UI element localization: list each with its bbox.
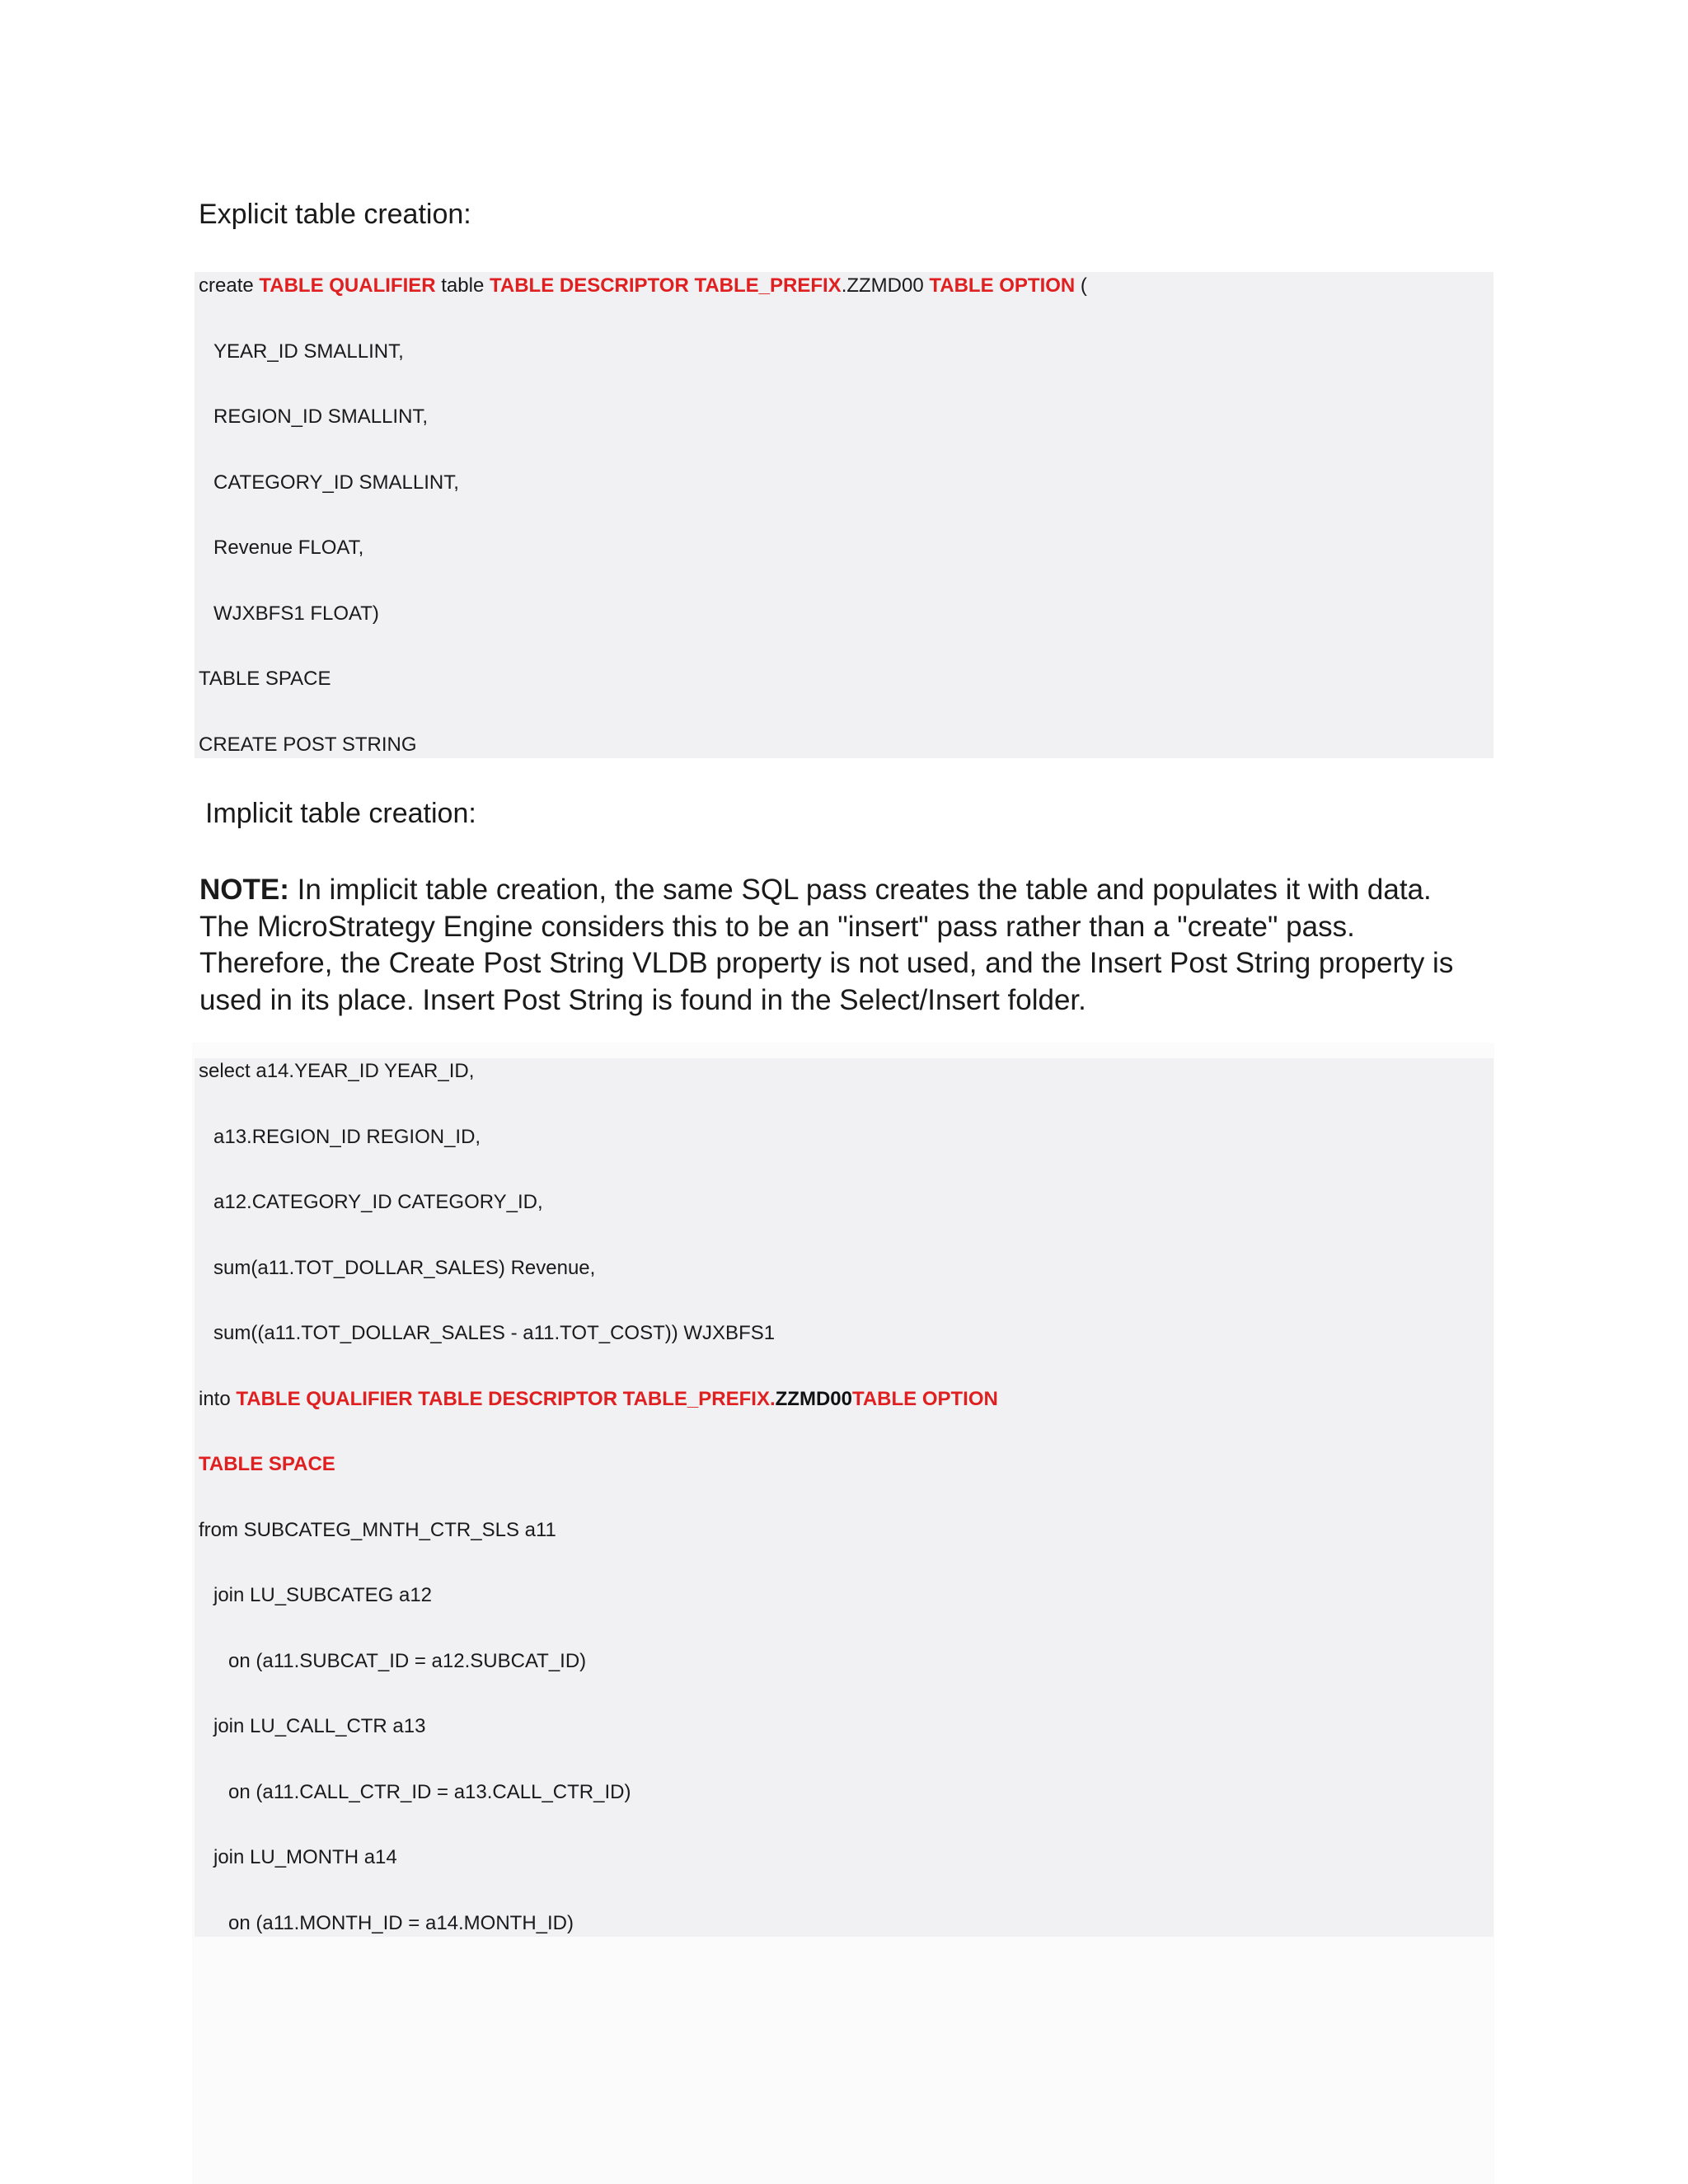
note-label: NOTE: (199, 874, 289, 906)
table-name-text: .ZZMD00 (841, 274, 930, 297)
implicit-heading: Implicit table creation: (205, 798, 476, 829)
implicit-code-block (195, 1058, 1493, 1937)
table-space-line: TABLE SPACE (199, 1453, 335, 1475)
from-line: from SUBCATEG_MNTH_CTR_SLS a11 (199, 1519, 556, 1541)
join-line: join LU_CALL_CTR a13 (213, 1715, 426, 1737)
explicit-code-block (195, 272, 1493, 758)
table-descriptor-placeholder: TABLE DESCRIPTOR TABLE_PREFIX (489, 274, 842, 297)
open-paren: ( (1075, 274, 1087, 297)
column-definition-line: REGION_ID SMALLINT, (213, 405, 429, 428)
select-column-line: sum(a11.TOT_DOLLAR_SALES) Revenue, (213, 1257, 596, 1279)
note-text: In implicit table creation, the same SQL pass creates the table and populates it with data. The MicroStrategy Engine considers this to be an "insert" pass rather than a "create" pass. Therefore, the Create Post String VLDB property is not used, and the Insert Post String property is used in its place. Insert Post String is found in the Select/Insert folder. (199, 874, 1454, 1016)
select-line: select a14.YEAR_ID YEAR_ID, (199, 1060, 475, 1082)
create-post-string-line: CREATE POST STRING (199, 733, 417, 756)
join-condition-line: on (a11.CALL_CTR_ID = a13.CALL_CTR_ID) (228, 1781, 631, 1803)
explicit-heading: Explicit table creation: (199, 199, 471, 230)
select-column-line: a13.REGION_ID REGION_ID, (213, 1126, 481, 1148)
table-space-line: TABLE SPACE (199, 668, 331, 690)
table-option-placeholder: TABLE OPTION (929, 274, 1076, 297)
table-qualifier-placeholder: TABLE QUALIFIER (259, 274, 436, 297)
implicit-note-paragraph (199, 872, 1469, 1019)
column-definition-line: Revenue FLOAT, (213, 537, 364, 559)
join-condition-line: on (a11.SUBCAT_ID = a12.SUBCAT_ID) (228, 1650, 587, 1672)
column-definition-line: WJXBFS1 FLOAT) (213, 602, 379, 625)
into-keyword: into (199, 1388, 237, 1410)
select-column-line: a12.CATEGORY_ID CATEGORY_ID, (213, 1191, 543, 1213)
create-statement-line (199, 274, 1087, 298)
join-condition-line: on (a11.MONTH_ID = a14.MONTH_ID) (228, 1912, 574, 1934)
create-keyword: create (199, 274, 260, 297)
join-line: join LU_MONTH a14 (213, 1846, 397, 1868)
table-name-text: ZZMD00 (775, 1388, 852, 1410)
table-option-placeholder: TABLE OPTION (851, 1388, 998, 1410)
into-line (199, 1387, 998, 1412)
join-line: join LU_SUBCATEG a12 (213, 1584, 433, 1606)
table-keyword: table (435, 274, 490, 297)
select-column-line: sum((a11.TOT_DOLLAR_SALES - a11.TOT_COST)) WJXBFS1 (213, 1322, 776, 1344)
column-definition-line: CATEGORY_ID SMALLINT, (213, 471, 459, 494)
table-qualifier-placeholder: TABLE QUALIFIER TABLE DESCRIPTOR TABLE_PREFIX. (236, 1388, 776, 1410)
column-definition-line: YEAR_ID SMALLINT, (213, 340, 404, 363)
